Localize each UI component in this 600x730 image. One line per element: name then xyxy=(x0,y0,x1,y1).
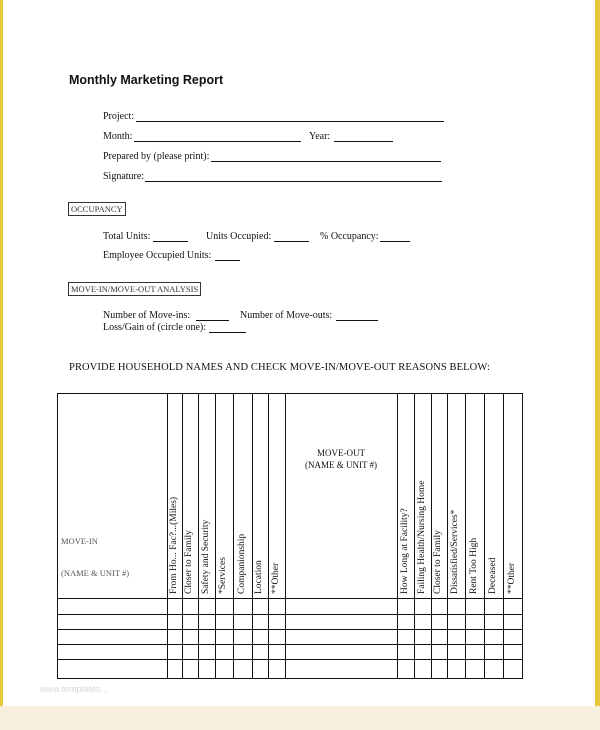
move-out-reason-header: Failing Health/Nursing Home xyxy=(416,480,427,594)
instruction-text: PROVIDE HOUSEHOLD NAMES AND CHECK MOVE-IN/MOVE-OUT REASONS BELOW: xyxy=(69,362,490,373)
units-occupied-label: Units Occupied: xyxy=(206,231,272,242)
project-label: Project: xyxy=(103,111,135,122)
signature-label: Signature: xyxy=(103,171,145,182)
move-ins-label: Number of Move-ins: xyxy=(103,310,191,321)
month-label: Month: xyxy=(103,131,133,142)
move-in-reason-header: *Services xyxy=(218,557,228,594)
pct-occupancy-label: % Occupancy: xyxy=(320,231,379,242)
table-row[interactable] xyxy=(57,614,522,629)
table-row[interactable] xyxy=(57,659,522,678)
move-in-reason-header: Safety and Security xyxy=(200,519,211,594)
total-units-label: Total Units: xyxy=(103,231,151,242)
prepared-by-label: Prepared by (please print): xyxy=(103,151,210,162)
report-title: Monthly Marketing Report xyxy=(69,73,224,87)
table-row[interactable] xyxy=(57,644,522,659)
project-field[interactable] xyxy=(136,121,444,122)
year-label: Year: xyxy=(309,131,331,142)
watermark-text: www.templates... xyxy=(40,684,109,694)
move-in-reason-header: **Other xyxy=(270,562,281,594)
table-row[interactable] xyxy=(57,629,522,644)
month-field[interactable] xyxy=(134,141,301,142)
move-ins-field[interactable] xyxy=(196,320,229,321)
table-top-border xyxy=(57,393,523,394)
prepared-by-field[interactable] xyxy=(211,161,441,162)
move-outs-field[interactable] xyxy=(336,320,378,321)
units-occupied-field[interactable] xyxy=(274,241,309,242)
move-in-subheader: (NAME & UNIT #) xyxy=(61,568,130,578)
move-in-reason-header: Companionship xyxy=(236,533,247,594)
move-out-reason-header: Rent Too High xyxy=(468,537,479,594)
year-field[interactable] xyxy=(334,141,393,142)
move-out-subheader: (NAME & UNIT #) xyxy=(304,460,378,470)
move-in-reason-header: Location xyxy=(254,560,264,594)
move-analysis-section-label: MOVE-IN/MOVE-OUT ANALYSIS xyxy=(68,282,201,296)
move-out-reason-header: Deceased xyxy=(487,557,498,594)
household-table xyxy=(57,393,522,678)
page-bottom-strip xyxy=(0,706,600,730)
table-bottom-border xyxy=(57,678,523,679)
move-in-header: MOVE-IN xyxy=(61,536,98,546)
move-in-reason-header: Closer to Family xyxy=(184,530,194,594)
move-outs-label: Number of Move-outs: xyxy=(240,310,333,321)
move-out-reason-header: Closer to Family xyxy=(433,530,443,594)
pct-occupancy-field[interactable] xyxy=(380,241,410,242)
table-row[interactable] xyxy=(57,598,522,614)
loss-gain-field[interactable] xyxy=(209,332,246,333)
occupancy-section-label: OCCUPANCY xyxy=(68,202,126,216)
total-units-field[interactable] xyxy=(153,241,188,242)
move-out-reason-header: How Long at Facility? xyxy=(399,508,410,594)
loss-gain-label: Loss/Gain of (circle one): xyxy=(103,322,207,333)
move-in-reason-header: From Ho... Fac?...(Miles) xyxy=(168,496,179,594)
move-out-reason-header: Dissatisfied/Services* xyxy=(450,509,460,594)
move-out-reason-header: **Other xyxy=(506,562,517,594)
signature-field[interactable] xyxy=(145,181,442,182)
table-column-line xyxy=(522,393,523,679)
employee-occupied-field[interactable] xyxy=(215,260,240,261)
move-out-header: MOVE-OUT xyxy=(317,448,365,458)
employee-occupied-label: Employee Occupied Units: xyxy=(103,250,212,261)
